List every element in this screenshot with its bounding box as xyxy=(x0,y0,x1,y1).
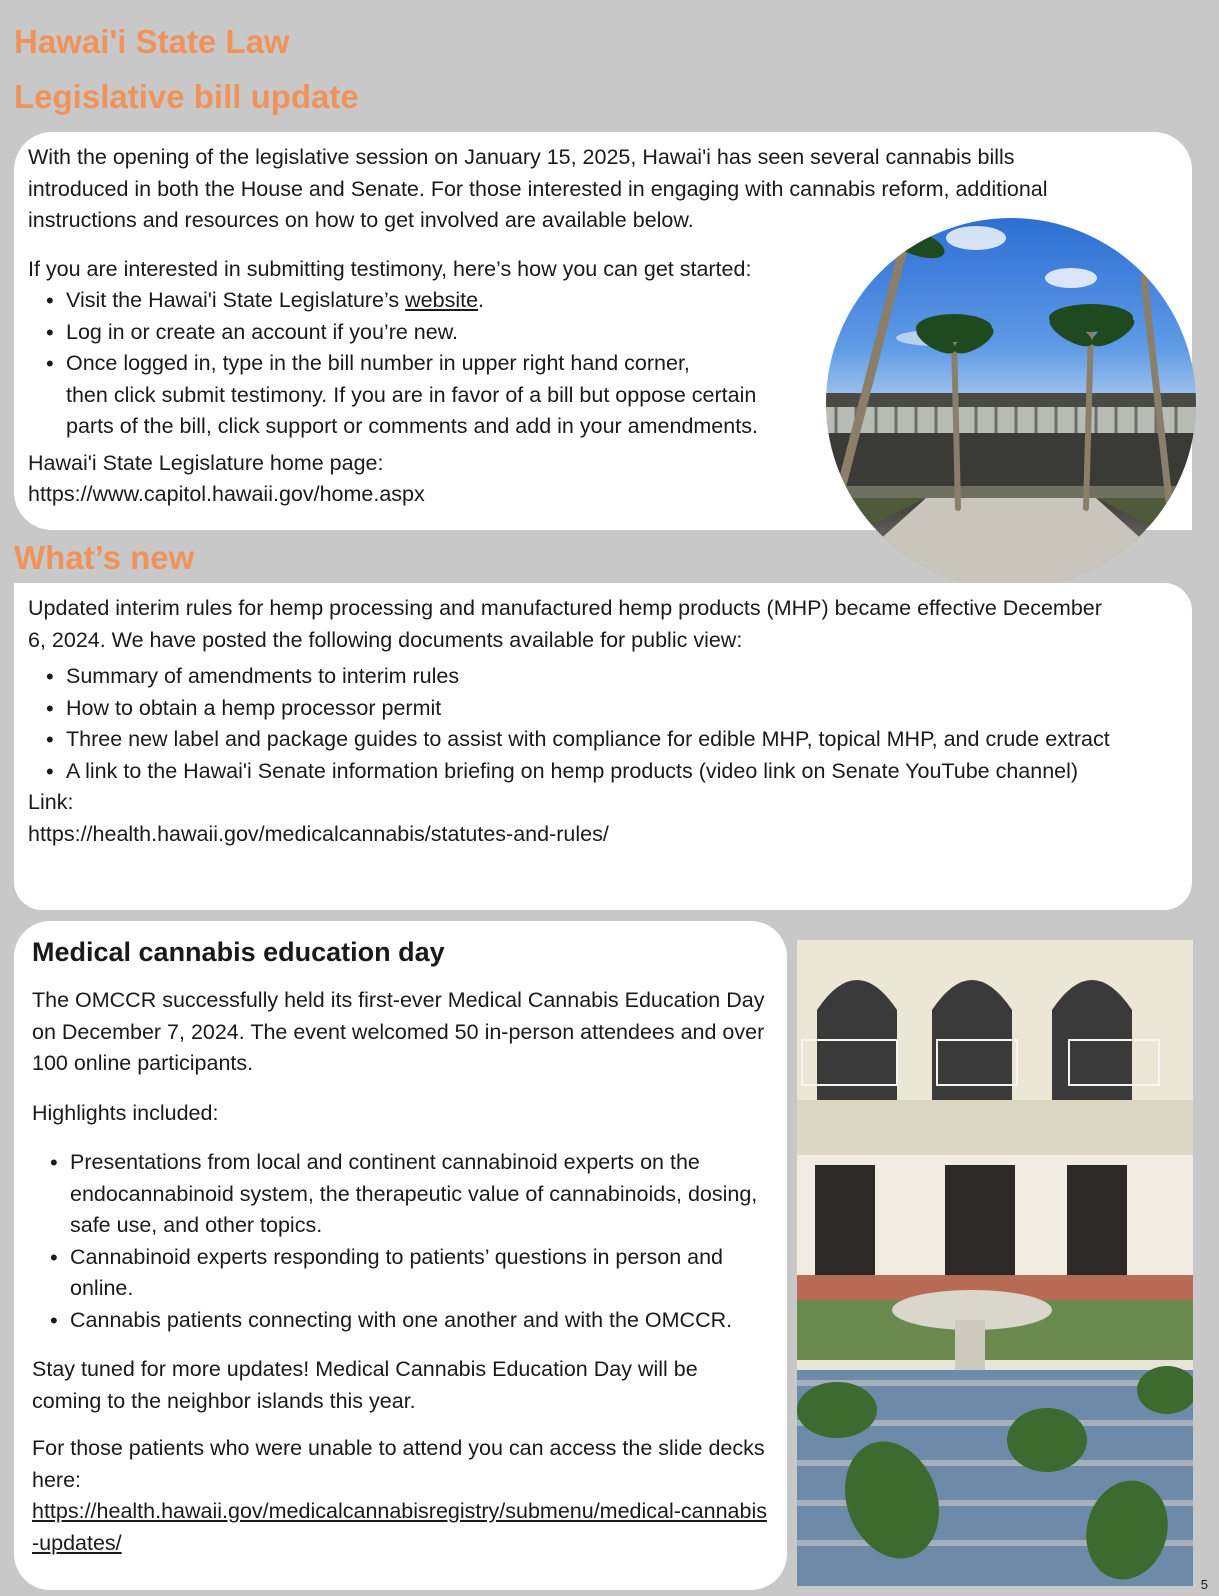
whats-new-link-label: Link: xyxy=(28,790,74,814)
document-item: • Three new label and package guides to assist with compliance for edible MHP, topical MHP, and crude extract xyxy=(66,724,1176,756)
stay-tuned-text: Stay tuned for more updates! Medical Cannabis Education Day will be coming to the neighbor islands this year. xyxy=(32,1357,698,1413)
document-item: • Summary of amendments to interim rules xyxy=(66,661,1176,693)
whats-new-heading: What’s new xyxy=(14,539,195,576)
step-3-line-2: then click submit testimony. If you are in favor of a bill but oppose certain xyxy=(66,382,757,407)
home-page-url[interactable]: https://www.capitol.hawaii.gov/home.aspx xyxy=(28,482,425,506)
testimony-lead: If you are interested in submitting testimony, here’s how you can get started: xyxy=(28,256,752,281)
whats-new-documents xyxy=(28,661,1176,787)
slides-text: For those patients who were unable to attend you can access the slide decks here: xyxy=(32,1436,765,1492)
step-3-line-3: parts of the bill, click support or comments and add in your amendments. xyxy=(66,414,758,438)
highlights-label: Highlights included: xyxy=(32,1100,219,1125)
page-title: Hawai'i State Law xyxy=(14,23,290,60)
education-day-venue-photo xyxy=(797,940,1193,1586)
slide-decks-link[interactable]: https://health.hawaii.gov/medicalcannabisregistry/submenu/medical-cannabis-updates/ xyxy=(32,1499,767,1555)
education-day-heading: Medical cannabis education day xyxy=(32,937,445,967)
whats-new-intro: Updated interim rules for hemp processing and manufactured hemp products (MHP) became effective December 6, 2024. We have posted the following documents available for public view: xyxy=(28,596,1102,652)
home-page-label: Hawai'i State Legislature home page: xyxy=(28,450,384,475)
step-1-text: Visit the Hawai'i State Legislature’s xyxy=(66,288,406,312)
legislature-website-link[interactable]: website xyxy=(405,288,479,312)
statutes-rules-url[interactable]: https://health.hawaii.gov/medicalcannabis/statutes-and-rules/ xyxy=(28,821,609,846)
testimony-step-2: • Log in or create an account if you’re new. xyxy=(66,317,1178,349)
bill-update-intro: With the opening of the legislative session on January 15, 2025, Hawai'i has seen several cannabis bills introduced in both the House and Senate. For those interested in engaging with cannabis reform, additional instructions and resources on how to get involved are available below. xyxy=(28,145,1048,232)
capitol-photo-illustration xyxy=(826,218,1196,588)
page-number: 5 xyxy=(1200,1577,1208,1592)
highlight-item: • Cannabinoid experts responding to patients’ questions in person and online. xyxy=(70,1242,767,1305)
capitol-building-photo xyxy=(826,218,1196,588)
education-day-card xyxy=(14,921,787,1590)
document-item: • How to obtain a hemp processor permit xyxy=(66,693,1176,725)
education-day-intro: The OMCCR successfully held its first-ever Medical Cannabis Education Day on December 7, 2024. The event welcomed 50 in-person attendees and over 100 online participants. xyxy=(32,988,765,1075)
highlight-item: • Cannabis patients connecting with one another and with the OMCCR. xyxy=(70,1305,767,1337)
document-item: • A link to the Hawai'i Senate information briefing on hemp products (video link on Senate YouTube channel) xyxy=(66,756,1176,788)
step-1-suffix: . xyxy=(478,288,485,312)
whats-new-card xyxy=(14,583,1192,910)
venue-photo-illustration xyxy=(797,940,1193,1586)
highlights-list xyxy=(32,1147,767,1336)
step-3-line-1: Once logged in, type in the bill number in upper right hand corner, xyxy=(66,351,690,375)
highlight-item: • Presentations from local and continent cannabinoid experts on the endocannabinoid system, the therapeutic value of cannabinoids, dosing, safe use, and other topics. xyxy=(70,1147,767,1242)
section-title-bill-update: Legislative bill update xyxy=(14,78,359,115)
